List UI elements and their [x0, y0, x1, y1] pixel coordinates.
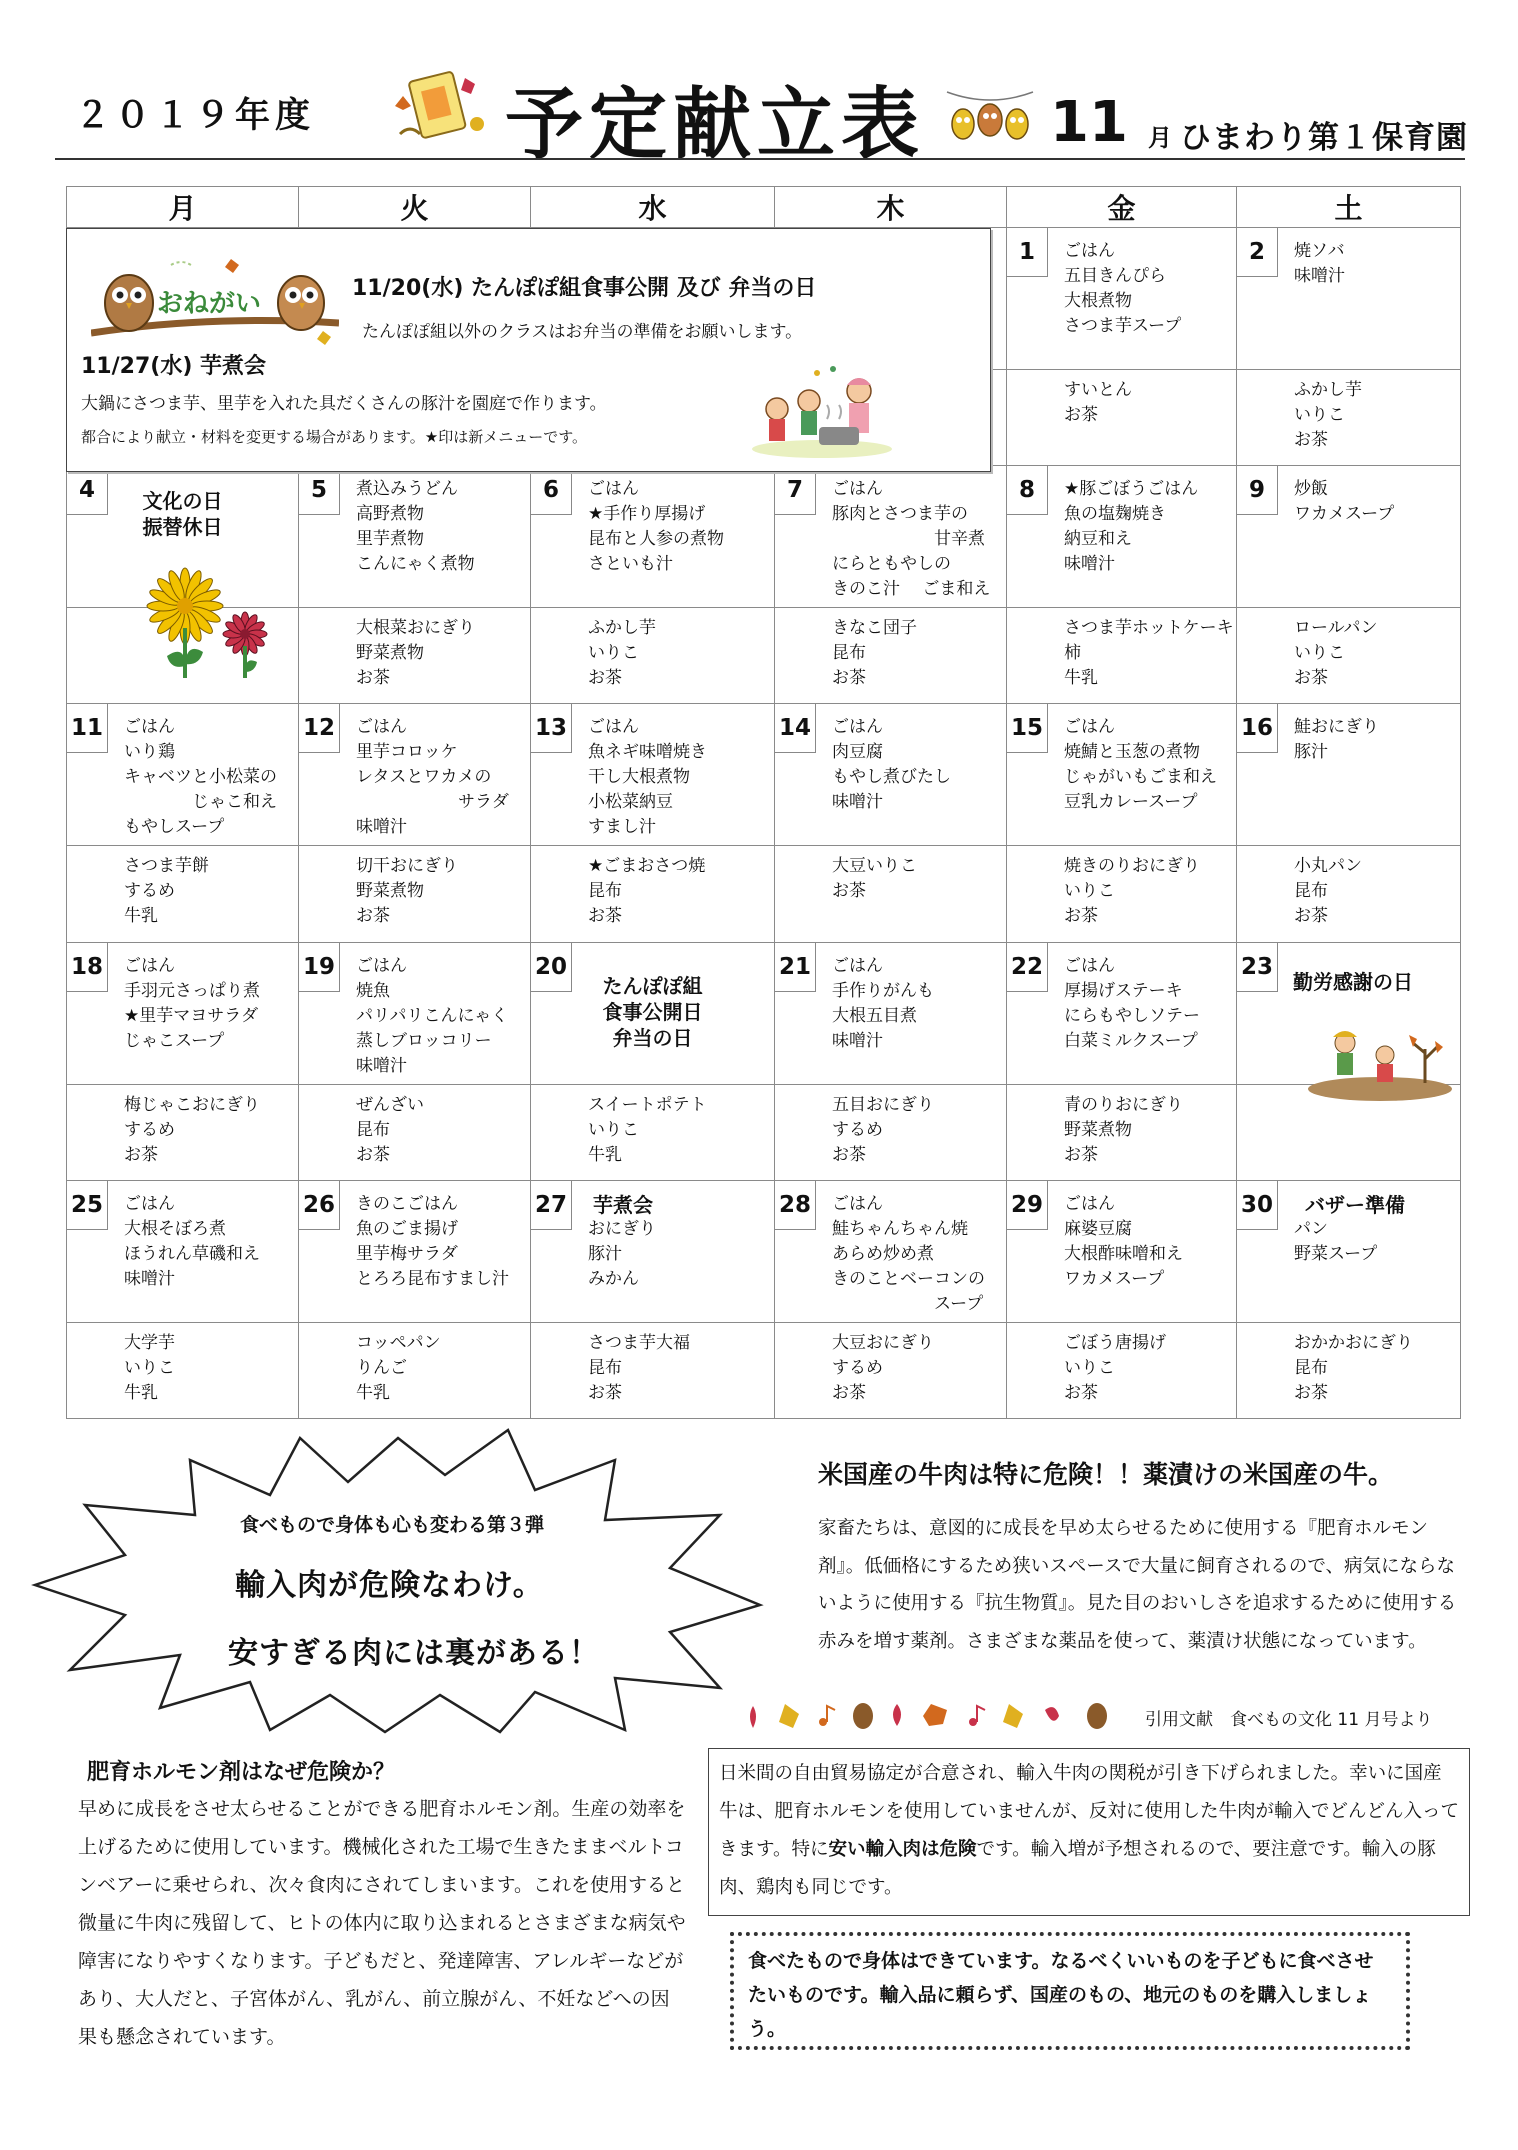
- day-number: 7: [775, 466, 816, 515]
- menu-items: 大根菜おにぎり 野菜煮物 お茶: [356, 618, 475, 689]
- day-number: 1: [1007, 228, 1048, 277]
- day-number: 5: [299, 466, 340, 515]
- page-title: 予定献立表: [505, 80, 926, 170]
- weekday-thu: 木: [775, 187, 1007, 228]
- snack-cell-mon: [67, 608, 299, 704]
- meal-cell-mon: [67, 704, 299, 846]
- week5-snack-row: [67, 1322, 1461, 1418]
- fiscal-year: ２０１９年度: [75, 96, 316, 136]
- snack-cell-sat: [1237, 846, 1461, 942]
- menu-items: ごはん 五目きんぴら 大根煮物 さつま芋スープ: [1064, 241, 1182, 336]
- snack-cell-thu: [775, 1084, 1007, 1180]
- weekday-sat: 土: [1237, 187, 1461, 228]
- menu-items: ぜんざい 昆布 お茶: [356, 1094, 424, 1165]
- meal-cell-sat: [1237, 228, 1461, 370]
- day-number: 18: [67, 943, 108, 992]
- day-number: 21: [775, 943, 816, 992]
- menu-items: 大豆いりこ お茶: [832, 856, 917, 902]
- meal-cell-fri: [1007, 1180, 1237, 1322]
- day-number: 2: [1237, 228, 1278, 277]
- snack-cell-tue: [299, 846, 531, 942]
- menu-items: 焼きのりおにぎり いりこ お茶: [1064, 856, 1200, 927]
- day-number: 13: [531, 704, 572, 753]
- meal-cell-mon: [67, 942, 299, 1084]
- day-number: 20: [531, 943, 572, 992]
- menu-items: ごはん 手羽元さっぱり煮 ★里芋マヨサラダ じゃこスープ: [124, 955, 260, 1051]
- snack-cell-sat: [1237, 1322, 1461, 1418]
- menu-items: さつま芋餅 するめ 牛乳: [124, 856, 209, 927]
- notice-line5: 都合により献立・材料を変更する場合があります。★印は新メニューです。: [81, 428, 588, 446]
- burst-line2: 輸入肉が危険なわけ。: [235, 1568, 544, 1603]
- autumn-card-icon: [385, 66, 495, 146]
- day-number: 25: [67, 1181, 108, 1230]
- menu-items: ごぼう唐揚げ いりこ お茶: [1064, 1332, 1166, 1403]
- snack-cell-thu: [775, 846, 1007, 942]
- nursery-name: ひまわり第１保育園: [1180, 120, 1468, 156]
- menu-items: ごはん 大根そぼろ煮 ほうれん草磯和え 味噌汁: [124, 1193, 260, 1289]
- snack-cell-sat: [1237, 370, 1461, 466]
- day-number: 23: [1237, 943, 1278, 992]
- menu-items: きなこ団子 昆布 お茶: [832, 618, 917, 689]
- month-suffix: 月: [1148, 124, 1172, 152]
- day-number: 6: [531, 466, 572, 515]
- meal-cell-tue: [299, 466, 531, 608]
- menu-items: おにぎり 豚汁 みかん: [588, 1218, 656, 1289]
- meal-cell-tue: [299, 1180, 531, 1322]
- day-number: 27: [531, 1181, 572, 1230]
- week5-meal-row: [67, 1180, 1461, 1322]
- menu-items: さつま芋ホットケーキ 柿 牛乳: [1064, 618, 1234, 689]
- meal-cell-wed: [531, 1180, 775, 1322]
- notice-line3: 11/27(水) 芋煮会: [81, 354, 267, 379]
- article-title: 肥育ホルモン剤はなぜ危険か？: [87, 1760, 396, 1785]
- menu-items: 五目おにぎり するめ お茶: [832, 1094, 934, 1165]
- notice-line4: 大鍋にさつま芋、里芋を入れた具だくさんの豚汁を園庭で作ります。: [81, 394, 607, 414]
- fta-text-b: です。輸入増が予想されるので、要注意です。輸入の豚肉、鶏肉も同じです。: [719, 1839, 1436, 1898]
- snack-cell-wed: [531, 608, 775, 704]
- owl-ornaments-icon: [945, 86, 1035, 148]
- weekday-mon: 月: [67, 187, 299, 228]
- snack-cell-sat: [1237, 1084, 1461, 1180]
- article-body: 早めに成長をさせ太らせることができる肥育ホルモン剤。生産の効率を上げるために使用しています。機械化された工場で生きたままベルトコンベアーに乗せられ、次々食肉にされてしまいます。これを使用すると微量に牛肉に残留して、ヒトの体内に取り込まれるとさまざまな病気や障害になりやすくなります。子どもだと、発達障害、アレルギーなどがあり、大人だと、子宮体がん、乳がん、前立腺がん、不妊などへの因果も懸念されています。: [78, 1798, 686, 2048]
- day-number: 8: [1007, 466, 1048, 515]
- menu-items: ごはん 肉豆腐 もやし煮びたし 味噌汁: [832, 717, 951, 813]
- menu-items: 梅じゃこおにぎり するめ お茶: [124, 1094, 260, 1165]
- meal-cell-sat: [1237, 704, 1461, 846]
- meal-cell-thu: [775, 704, 1007, 846]
- weekday-fri: 金: [1007, 187, 1237, 228]
- snack-cell-mon: [67, 1084, 299, 1180]
- menu-items: 青のりおにぎり 野菜煮物 お茶: [1064, 1094, 1183, 1165]
- holiday-note: 勤労感謝の日: [1293, 969, 1413, 994]
- day-number: 15: [1007, 704, 1048, 753]
- meal-cell-wed: [531, 942, 775, 1084]
- final-note: 食べたもので身体はできています。なるべくいいものを子どもに食べさせたいものです。輸入品に頼らず、国産のもの、地元のものを購入しましょう。: [730, 1932, 1410, 2050]
- meal-cell-fri: [1007, 228, 1237, 370]
- day-number: 30: [1237, 1181, 1278, 1230]
- snack-cell-mon: [67, 1322, 299, 1418]
- snack-cell-fri: [1007, 608, 1237, 704]
- citation: 引用文献 食べもの文化 11 月号より: [1145, 1710, 1433, 1730]
- meal-cell-sat: [1237, 1180, 1461, 1322]
- event-title: 芋煮会: [593, 1192, 653, 1217]
- week4-meal-row: [67, 942, 1461, 1084]
- month-number: 11: [1050, 90, 1128, 155]
- day-number: 9: [1237, 466, 1278, 515]
- menu-items: ロールパン いりこ お茶: [1294, 618, 1378, 689]
- event-title: バザー準備: [1305, 1192, 1405, 1217]
- holiday-note: たんぽぽ組 食事公開日 弁当の日: [602, 973, 703, 1050]
- day-number: 26: [299, 1181, 340, 1230]
- notice-line1: 11/20(水) たんぽぽ組食事公開 及び 弁当の日: [352, 276, 817, 301]
- snack-cell-tue: [299, 1084, 531, 1180]
- week4-snack-row: [67, 1084, 1461, 1180]
- menu-items: パン 野菜スープ: [1294, 1218, 1378, 1264]
- menu-items: すいとん お茶: [1064, 380, 1132, 426]
- menu-items: さつま芋大福 昆布 お茶: [588, 1332, 690, 1403]
- menu-items: ごはん いり鶏 キャベツと小松菜の じゃこ和え もやしスープ: [124, 717, 277, 838]
- week3-snack-row: [67, 846, 1461, 942]
- week2-meal-row: [67, 466, 1461, 608]
- menu-items: 炒飯 ワカメスープ: [1294, 479, 1395, 525]
- meal-cell-mon: [67, 1180, 299, 1322]
- day-number: 28: [775, 1181, 816, 1230]
- us-beef-heading: 米国産の牛肉は特に危険！！薬漬けの米国産の牛。: [818, 1460, 1394, 1489]
- burst-line1: 食べもので身体も心も変わる第３弾: [240, 1514, 545, 1536]
- snack-cell-tue: [299, 1322, 531, 1418]
- meal-cell-sat: [1237, 466, 1461, 608]
- fta-text-a: 日米間の自由貿易協定が合意され、輸入牛肉の関税が引き下げられました。幸いに国産牛は、肥育ホルモンを使用していませんが、反対に使用した牛肉が輸入でどんどん入ってきます。特に: [719, 1763, 1460, 1860]
- menu-items: 切干おにぎり 野菜煮物 お茶: [356, 856, 458, 927]
- meal-cell-fri: [1007, 704, 1237, 846]
- day-number: 19: [299, 943, 340, 992]
- menu-items: 鮭おにぎり 豚汁: [1294, 717, 1379, 763]
- menu-items: ★豚ごぼうごはん 魚の塩麹焼き 納豆和え 味噌汁: [1064, 479, 1199, 575]
- day-number: 11: [67, 704, 108, 753]
- snack-cell-wed: [531, 846, 775, 942]
- meal-cell-tue: [299, 942, 531, 1084]
- menu-items: 焼ソバ 味噌汁: [1294, 241, 1345, 286]
- snack-cell-thu: [775, 608, 1007, 704]
- menu-items: きのこごはん 魚のごま揚げ 里芋梅サラダ とろろ昆布すまし汁: [356, 1193, 509, 1289]
- fta-box: [708, 1748, 1470, 1916]
- snack-cell-fri: [1007, 1322, 1237, 1418]
- weekday-tue: 火: [299, 187, 531, 228]
- day-number: 22: [1007, 943, 1048, 992]
- snack-cell-mon: [67, 846, 299, 942]
- snack-cell-thu: [775, 1322, 1007, 1418]
- autumn-leaves-divider-icon: [745, 1698, 1135, 1732]
- burst-line3: 安すぎる肉には裏がある！: [228, 1636, 600, 1671]
- header-divider: [55, 158, 1465, 160]
- menu-items: 小丸パン 昆布 お茶: [1294, 856, 1362, 927]
- snack-cell-fri: [1007, 846, 1237, 942]
- menu-items: スイートポテト いりこ 牛乳: [588, 1094, 707, 1165]
- menu-items: ごはん 厚揚げステーキ にらもやしソテー 白菜ミルクスープ: [1064, 955, 1200, 1051]
- meal-cell-wed: [531, 466, 775, 608]
- holiday-note: 文化の日 振替休日: [142, 489, 223, 540]
- menu-items: ごはん 里芋コロッケ レタスとワカメの サラダ 味噌汁: [356, 717, 509, 838]
- weekday-header-row: [67, 187, 1461, 228]
- menu-items: ごはん 鮭ちゃんちゃん焼 あらめ炒め煮 きのことベーコンの スープ: [832, 1193, 985, 1314]
- meal-cell-fri: [1007, 466, 1237, 608]
- notice-badge: おねがい: [157, 289, 262, 319]
- day-number: 29: [1007, 1181, 1048, 1230]
- day-number: 4: [67, 466, 108, 515]
- week2-snack-row: [67, 608, 1461, 704]
- menu-items: 大学芋 いりこ 牛乳: [124, 1332, 175, 1403]
- snack-cell-sat: [1237, 608, 1461, 704]
- meal-cell-tue: [299, 704, 531, 846]
- snack-cell-tue: [299, 608, 531, 704]
- menu-items: ごはん 焼鯖と玉葱の煮物 じゃがいもごま和え 豆乳カレースープ: [1064, 717, 1217, 813]
- meal-cell-thu: [775, 1180, 1007, 1322]
- menu-items: ごはん 豚肉とさつま芋の 甘辛煮 にらともやしの きのこ汁 ごま和え: [832, 479, 991, 600]
- us-beef-body: 家畜たちは、意図的に成長を早め太らせるために使用する『肥育ホルモン剤』。低価格にするため狭いスペースで大量に飼育されるので、病気にならないように使用する『抗生物質』。見た目のおいしさを追求するために使用する赤みを増す薬剤。さまざまな薬品を使って、薬漬け状態になっています。: [818, 1518, 1457, 1652]
- menu-items: ごはん 魚ネギ味噌焼き 干し大根煮物 小松菜納豆 すまし汁: [588, 717, 707, 838]
- meal-cell-mon: [67, 466, 299, 608]
- notice-line2: たんぽぽ組以外のクラスはお弁当の準備をお願いします。: [362, 322, 803, 342]
- menu-items: ごはん 手作りがんも 大根五目煮 味噌汁: [832, 955, 934, 1051]
- meal-cell-sat: [1237, 942, 1461, 1084]
- meal-cell-wed: [531, 704, 775, 846]
- meal-cell-fri: [1007, 942, 1237, 1084]
- fta-bold: 安い輸入肉は危険: [828, 1839, 977, 1860]
- menu-items: 煮込みうどん 高野煮物 里芋煮物 こんにゃく煮物: [356, 479, 475, 575]
- weekday-wed: 水: [531, 187, 775, 228]
- menu-items: ふかし芋 いりこ お茶: [1294, 380, 1362, 451]
- menu-items: ごはん 麻婆豆腐 大根酢味噌和え ワカメスープ: [1064, 1193, 1183, 1289]
- menu-items: ★ごまおさつ焼 昆布 お茶: [588, 856, 706, 927]
- notice-box: [66, 228, 991, 472]
- snack-cell-wed: [531, 1322, 775, 1418]
- cooking-kids-icon: [747, 361, 897, 461]
- menu-items: ごはん 焼魚 パリパリこんにゃく 蒸しブロッコリー 味噌汁: [356, 955, 509, 1076]
- day-number: 12: [299, 704, 340, 753]
- meal-cell-thu: [775, 466, 1007, 608]
- meal-cell-thu: [775, 942, 1007, 1084]
- menu-items: おかかおにぎり 昆布 お茶: [1294, 1332, 1413, 1403]
- menu-items: ごはん ★手作り厚揚げ 昆布と人参の煮物 さといも汁: [588, 479, 724, 575]
- snack-cell-wed: [531, 1084, 775, 1180]
- day-number: 14: [775, 704, 816, 753]
- day-number: 16: [1237, 704, 1278, 753]
- snack-cell-fri: [1007, 1084, 1237, 1180]
- menu-items: ふかし芋 いりこ お茶: [588, 618, 656, 689]
- menu-items: 大豆おにぎり するめ お茶: [832, 1332, 934, 1403]
- snack-cell-fri: [1007, 370, 1237, 466]
- menu-items: コッペパン りんご 牛乳: [356, 1332, 441, 1403]
- week3-meal-row: [67, 704, 1461, 846]
